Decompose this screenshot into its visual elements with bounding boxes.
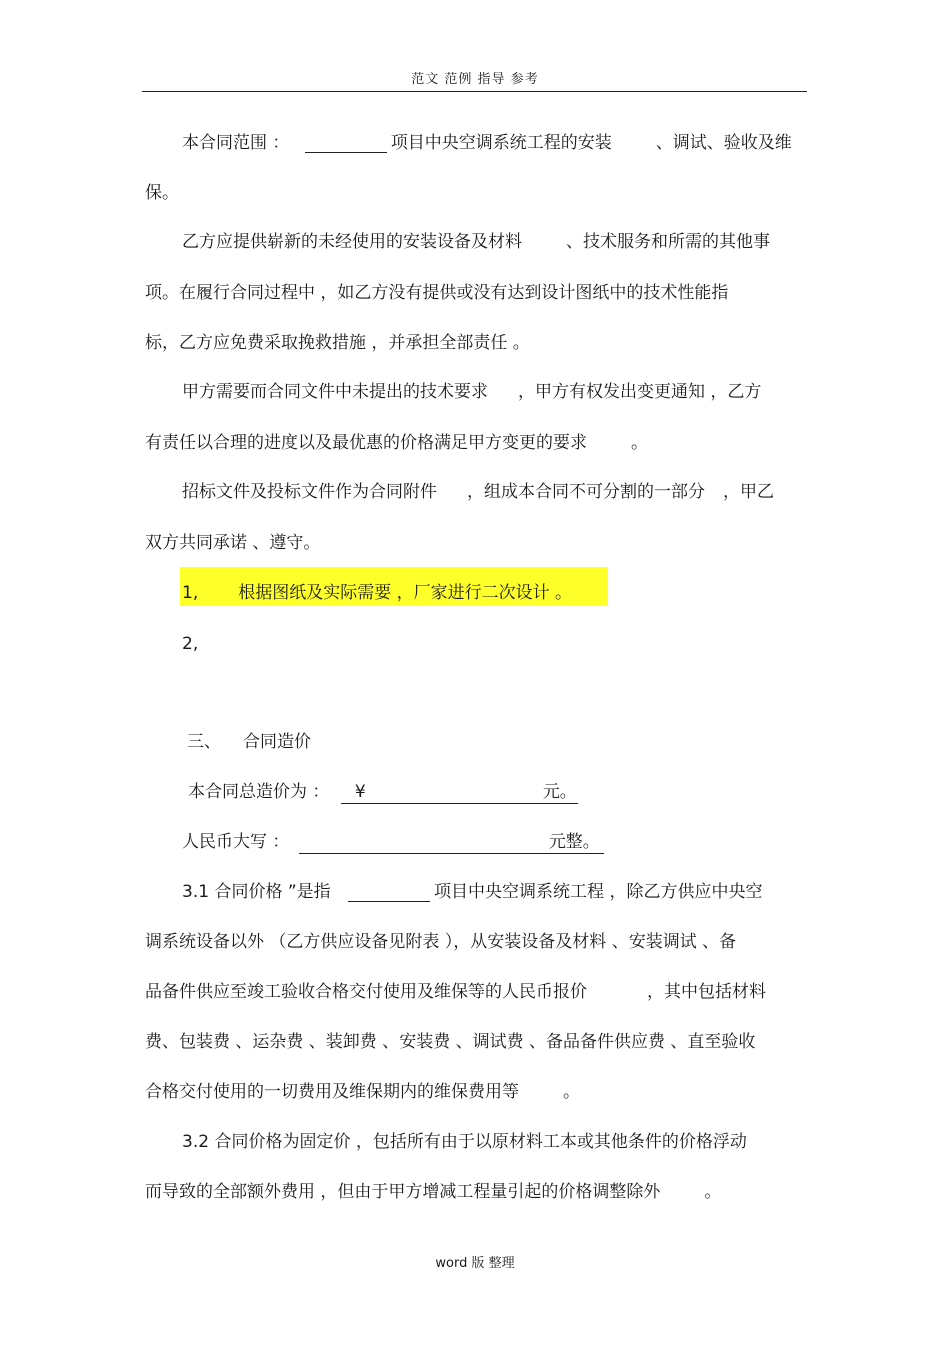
clause31-line3	[145, 982, 766, 1002]
para1-line1	[182, 133, 792, 153]
para1-text-c: 、调试、验收及维	[655, 133, 792, 153]
item2-number: 2,	[182, 634, 199, 654]
clause31-line4: 费、包装费 、运杂费 、装卸费 、安装费 、调试费 、备品备件供应费 、直至验收	[145, 1032, 756, 1052]
rmb-words-label: 人民币大写 ：	[182, 832, 290, 852]
clause31-project-blank[interactable]	[348, 883, 430, 902]
item1	[182, 583, 572, 603]
item1-text: 根据图纸及实际需要 ，厂家进行二次设计 。	[238, 583, 573, 603]
para2-line3: 标，乙方应免费采取挽救措施 ，并承担全部责任 。	[145, 333, 530, 353]
section3-title: 合同造价	[243, 732, 311, 752]
para3-text-c: 有责任以合理的进度以及最优惠的价格满足甲方变更的要求	[145, 433, 587, 453]
total-price-line	[188, 782, 578, 804]
para3-line2	[145, 433, 648, 453]
item2	[182, 634, 198, 654]
project-name-blank[interactable]	[305, 134, 387, 153]
para3-text-b: ，甲方有权发出变更通知 ，乙方	[518, 382, 762, 402]
header-rule	[142, 91, 807, 92]
section3-heading	[187, 732, 311, 752]
total-price-label: 本合同总造价为 ：	[188, 782, 330, 802]
para4-line2: 双方共同承诺 、遵守。	[145, 533, 321, 553]
rmb-words-unit: 元整。	[548, 832, 600, 852]
para1-text-b: 项目中央空调系统工程的安装	[390, 133, 612, 153]
para4-text-b: ，组成本合同不可分割的一部分	[467, 482, 705, 502]
total-price-field[interactable]	[341, 782, 578, 804]
clause31-line1	[182, 882, 762, 902]
clause31-text-e: 合格交付使用的一切费用及维保期内的维保费用等	[145, 1082, 519, 1102]
clause31-text-f: 。	[563, 1082, 580, 1102]
clause31-text-c: 品备件供应至竣工验收合格交付使用及维保等的人民币报价	[145, 982, 587, 1002]
para4-line1	[182, 482, 774, 502]
para2-text-a: 乙方应提供崭新的未经使用的安装设备及材料	[182, 232, 522, 252]
clause31-text-d: ，其中包括材料	[647, 982, 766, 1002]
clause32-text-a: 而导致的全部额外费用 ，但由于甲方增减工程量引起的价格调整除外	[145, 1182, 661, 1202]
section3-number: 三、	[187, 732, 221, 752]
para3-line1	[182, 382, 761, 402]
para1-line2: 保。	[145, 183, 179, 203]
para2-line1	[182, 232, 770, 252]
clause31-line5	[145, 1082, 580, 1102]
para4-text-c: ，甲乙	[723, 482, 774, 502]
rmb-words-field[interactable]	[299, 832, 604, 854]
para3-text-a: 甲方需要而合同文件中未提出的技术要求	[182, 382, 488, 402]
clause31-text-b: 项目中央空调系统工程 ，除乙方供应中央空	[434, 882, 763, 902]
para2-line2: 项。在履行合同过程中 ，如乙方没有提供或没有达到设计图纸中的技术性能指	[145, 283, 729, 303]
para4-text-a: 招标文件及投标文件作为合同附件	[182, 482, 437, 502]
total-price-unit: 元。	[542, 782, 577, 802]
clause31-line2: 调系统设备以外 （乙方供应设备见附表 ），从安装设备及材料 、安装调试 、备	[145, 932, 737, 952]
para1-text-a: 本合同范围 ：	[182, 133, 290, 153]
clause32-text-b: 。	[704, 1182, 722, 1202]
clause32-line2	[145, 1182, 721, 1202]
page-footer: word 版 整理	[435, 1256, 515, 1271]
clause32-line1: 3.2 合同价格为固定价 ，包括所有由于以原材料工本或其他条件的价格浮动	[182, 1132, 747, 1152]
page-header: 范文 范例 指导 参考	[411, 72, 539, 87]
para2-text-b: 、技术服务和所需的其他事	[566, 232, 770, 252]
currency-symbol: ¥	[354, 782, 366, 802]
item1-number: 1,	[182, 583, 199, 603]
para3-text-d: 。	[631, 433, 648, 453]
rmb-words-line	[182, 832, 604, 854]
clause31-text-a: 3.1 合同价格 ”是指	[182, 882, 331, 902]
